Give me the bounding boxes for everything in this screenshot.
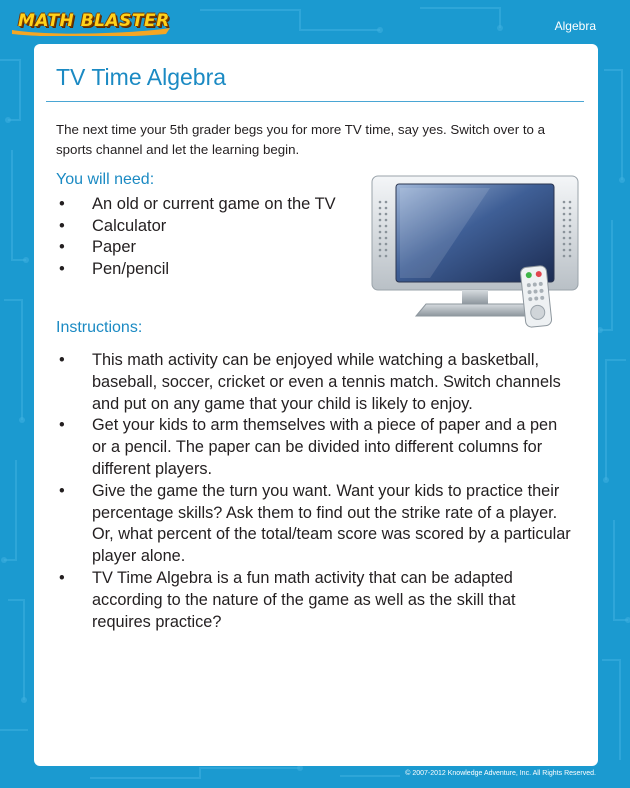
bullet: • — [59, 259, 65, 278]
logo-text: MATH BLASTER — [18, 11, 170, 31]
list-item: • Paper — [56, 237, 356, 259]
list-item: • This math activity can be enjoyed while watching a basketball, baseball, soccer, cricket or even a tennis match. Switch channels and put on any game that your child is likely to enjoy. — [59, 351, 561, 413]
bullet: • — [59, 195, 65, 213]
list-item: • Pen/pencil — [56, 259, 356, 281]
page-title: TV Time Algebra — [56, 64, 227, 90]
bullet: • — [59, 568, 65, 587]
worksheet-card — [34, 44, 598, 766]
instructions-heading: Instructions: — [56, 319, 143, 336]
list-item: • Calculator — [56, 216, 356, 238]
list-item: • Give the game the turn you want. Want your kids to practice their percentage skills? Ask them to find out the strike rate of a player. Or, what percent of the total/team score was scored by a particular player alone. — [59, 481, 571, 566]
bullet: • — [59, 238, 65, 256]
list-item: • An old or current game on the TV — [56, 194, 356, 216]
math-blaster-logo — [10, 6, 172, 36]
bullet: • — [59, 351, 65, 369]
intro-paragraph: The next time your 5th grader begs you for more TV time, say yes. Switch over to a sports channel and let the learning begin. — [56, 122, 545, 157]
needs-heading: You will need: — [56, 171, 155, 188]
bullet: • — [59, 481, 65, 500]
tv-with-remote-icon — [370, 172, 582, 336]
needs-list — [56, 194, 356, 280]
list-item: • TV Time Algebra is a fun math activity that can be adapted according to the nature of the game as well as the skill that requires practice? — [59, 568, 516, 631]
bullet: • — [59, 216, 65, 235]
instructions-list — [56, 350, 576, 633]
copyright-notice: © 2007-2012 Knowledge Adventure, Inc. All Rights Reserved. — [405, 770, 596, 777]
list-item: • Get your kids to arm themselves with a piece of paper and a pen or a pencil. The paper can be divided into different columns for different players. — [59, 416, 558, 478]
subject-label: Algebra — [554, 19, 596, 33]
bullet: • — [59, 416, 65, 435]
title-divider — [46, 101, 584, 102]
